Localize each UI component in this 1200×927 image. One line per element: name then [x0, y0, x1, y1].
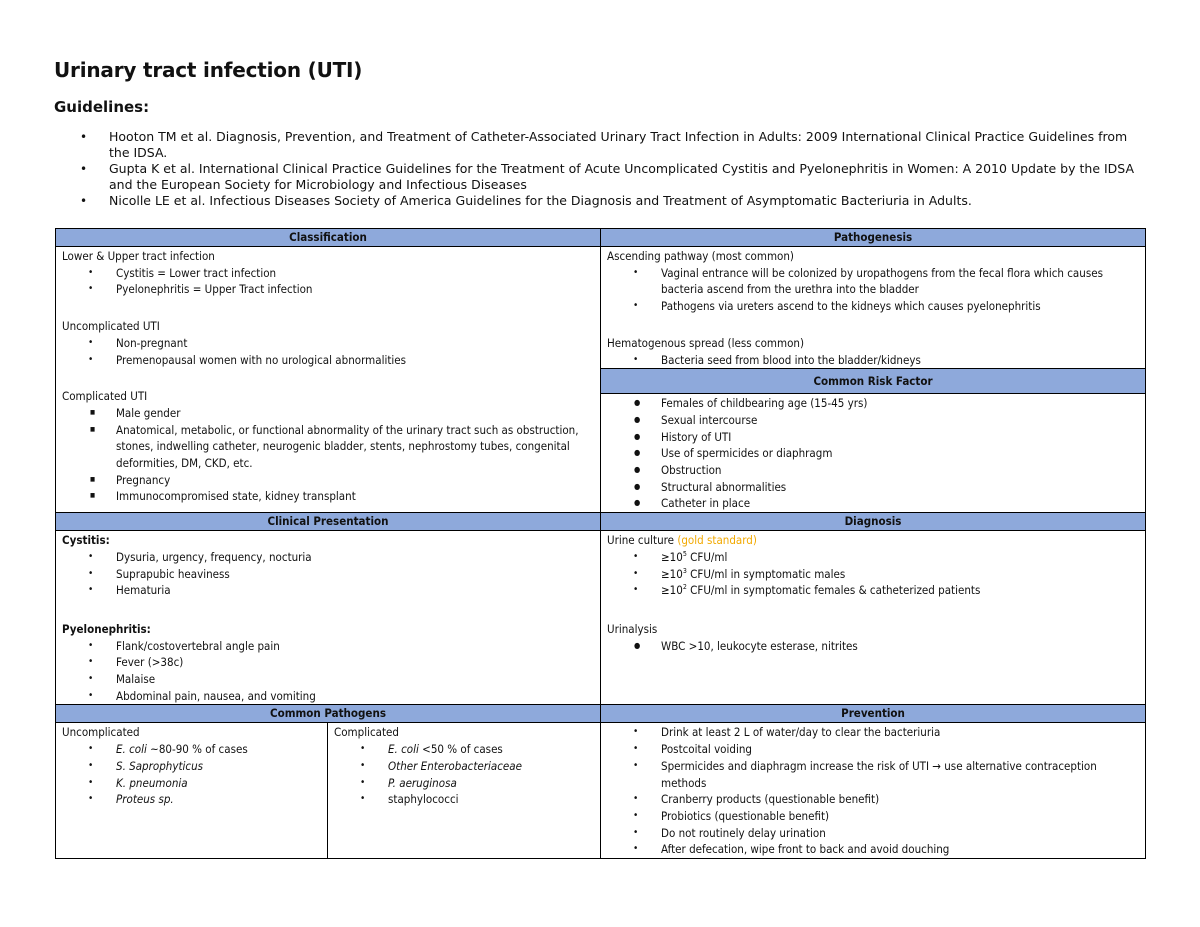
complicated-pathogens-cell	[328, 723, 601, 859]
pathogenesis-cell	[601, 247, 1146, 369]
gold-standard-note: (gold standard)	[677, 533, 757, 548]
uncomplicated-pathogens-cell	[56, 723, 328, 859]
list-item	[607, 549, 1139, 566]
threshold-value: ≥10	[661, 583, 683, 598]
clinical-header: Clinical Presentation	[56, 513, 601, 531]
list-item	[607, 582, 1139, 599]
list-item	[334, 791, 594, 808]
organism-note: <50 % of cases	[418, 742, 503, 757]
organism-name: P. aeruginosa	[388, 775, 457, 790]
list-item: ● Females of childbearing age (15-45 yrs)	[607, 395, 1139, 412]
classification-header: Classification	[56, 229, 601, 247]
reference-list	[80, 129, 1150, 209]
culture-title: Urine culture	[607, 533, 678, 548]
exponent: 3	[682, 566, 687, 575]
pathogenesis-header: Pathogenesis	[601, 229, 1146, 247]
list-item: • Spermicides and diaphragm increase the risk of UTI → use alternative contraception methods	[607, 758, 1139, 791]
reference-item: • Nicolle LE et al. Infectious Diseases Society of America Guidelines for the Diagnosis and Treatment of Asymptomatic Bacteriuria in Adults.	[80, 193, 1150, 209]
exponent: 5	[682, 549, 687, 558]
section-title: Pyelonephritis:	[62, 621, 151, 636]
diagnosis-header: Diagnosis	[601, 513, 1146, 531]
list-item: ● Catheter in place	[607, 495, 1139, 512]
list-item: ● Obstruction	[607, 462, 1139, 479]
list-item: ● WBC >10, leukocyte esterase, nitrites	[607, 638, 1139, 655]
list-item	[62, 758, 321, 775]
list-item	[62, 741, 321, 758]
list-item: • Drink at least 2 L of water/day to clear the bacteriuria	[607, 724, 1139, 741]
list-item: • Non-pregnant	[62, 335, 594, 352]
list-item: • After defecation, wipe front to back and avoid douching	[607, 841, 1139, 858]
list-item: • Hematuria	[62, 582, 594, 599]
section-title: Uncomplicated	[62, 725, 140, 740]
threshold-text: CFU/ml	[686, 549, 728, 564]
exponent: 2	[682, 583, 687, 592]
list-item: • Do not routinely delay urination	[607, 825, 1139, 842]
list-item	[334, 741, 594, 758]
list-item: • Cranberry products (questionable benefit)	[607, 791, 1139, 808]
clinical-cell	[56, 531, 601, 705]
classification-cell	[56, 247, 601, 513]
section-title: Urinalysis	[607, 621, 658, 636]
list-item	[62, 775, 321, 792]
risk-factor-header: Common Risk Factor	[601, 369, 1146, 394]
list-item	[334, 758, 594, 775]
list-item: • Malaise	[62, 671, 594, 688]
organism-note: ~80-90 % of cases	[146, 742, 248, 757]
pathogens-header: Common Pathogens	[56, 705, 601, 723]
list-item: • Pyelonephritis = Upper Tract infection	[62, 281, 594, 298]
threshold-value: ≥10	[661, 566, 683, 581]
section-title: Cystitis:	[62, 533, 110, 548]
list-item	[62, 791, 321, 808]
list-item: • Suprapubic heaviness	[62, 566, 594, 583]
list-item: ■ Male gender	[62, 405, 594, 422]
list-item: • Dysuria, urgency, frequency, nocturia	[62, 549, 594, 566]
list-item: ■ Immunocompromised state, kidney transplant	[62, 488, 594, 505]
reference-item: • Gupta K et al. International Clinical Practice Guidelines for the Treatment of Acute Uncomplicated Cystitis and Pyelonephritis in Women: A 2010 Update by the IDSA and the European Society for Microbiology and Infectious Diseases	[80, 161, 1150, 193]
list-item: • Pathogens via ureters ascend to the kidneys which causes pyelonephritis	[607, 298, 1139, 315]
list-item: • Bacteria seed from blood into the bladder/kidneys	[607, 352, 1139, 369]
organism-name: K. pneumonia	[116, 775, 188, 790]
list-item	[607, 566, 1139, 583]
section-title: Complicated UTI	[62, 389, 148, 404]
organism-name: Proteus sp.	[116, 792, 174, 807]
threshold-text: CFU/ml in symptomatic males	[686, 566, 846, 581]
organism-name: E. coli	[388, 742, 419, 757]
threshold-text: CFU/ml in symptomatic females & catheterized patients	[686, 583, 981, 598]
list-item: ● Use of spermicides or diaphragm	[607, 445, 1139, 462]
prevention-header: Prevention	[601, 705, 1146, 723]
list-item: ● Structural abnormalities	[607, 479, 1139, 496]
list-item: • Flank/costovertebral angle pain	[62, 638, 594, 655]
list-item: • Premenopausal women with no urological abnormalities	[62, 352, 594, 369]
list-item: • Vaginal entrance will be colonized by uropathogens from the fecal flora which causes bacteria ascend from the urethra into the bladder	[607, 265, 1139, 298]
section-title: Complicated	[334, 725, 399, 740]
section-title: Uncomplicated UTI	[62, 319, 160, 334]
diagnosis-cell	[601, 531, 1146, 705]
list-item: • Fever (>38c)	[62, 654, 594, 671]
list-item: ■ Anatomical, metabolic, or functional abnormality of the urinary tract such as obstruction, stones, indwelling catheter, neurogenic bladder, stents, nephrostomy tubes, congenital deformities, DM, CKD, etc.	[62, 422, 594, 472]
prevention-cell	[601, 723, 1146, 859]
organism-name: Other Enterobacteriaceae	[388, 758, 523, 773]
risk-factor-cell	[601, 394, 1146, 513]
reference-item: • Hooton TM et al. Diagnosis, Prevention, and Treatment of Catheter-Associated Urinary Tract Infection in Adults: 2009 International Clinical Practice Guidelines from the IDSA.	[80, 129, 1150, 161]
organism-name: staphylococci	[388, 792, 459, 807]
page-title: Urinary tract infection (UTI)	[54, 58, 363, 82]
organism-name: S. Saprophyticus	[116, 758, 204, 773]
list-item: • Postcoital voiding	[607, 741, 1139, 758]
list-item: • Cystitis = Lower tract infection	[62, 265, 594, 282]
section-title: Hematogenous spread (less common)	[607, 335, 804, 350]
list-item: • Probiotics (questionable benefit)	[607, 808, 1139, 825]
list-item: ● History of UTI	[607, 429, 1139, 446]
list-item	[334, 775, 594, 792]
section-title: Ascending pathway (most common)	[607, 249, 794, 263]
uti-table	[55, 228, 1146, 859]
guidelines-heading: Guidelines:	[54, 98, 150, 116]
organism-name: E. coli	[116, 742, 147, 757]
threshold-value: ≥10	[661, 549, 683, 564]
section-title	[607, 532, 1139, 549]
list-item: • Abdominal pain, nausea, and vomiting	[62, 688, 594, 705]
list-item: ■ Pregnancy	[62, 472, 594, 489]
list-item: ● Sexual intercourse	[607, 412, 1139, 429]
section-title: Lower & Upper tract infection	[62, 249, 215, 263]
